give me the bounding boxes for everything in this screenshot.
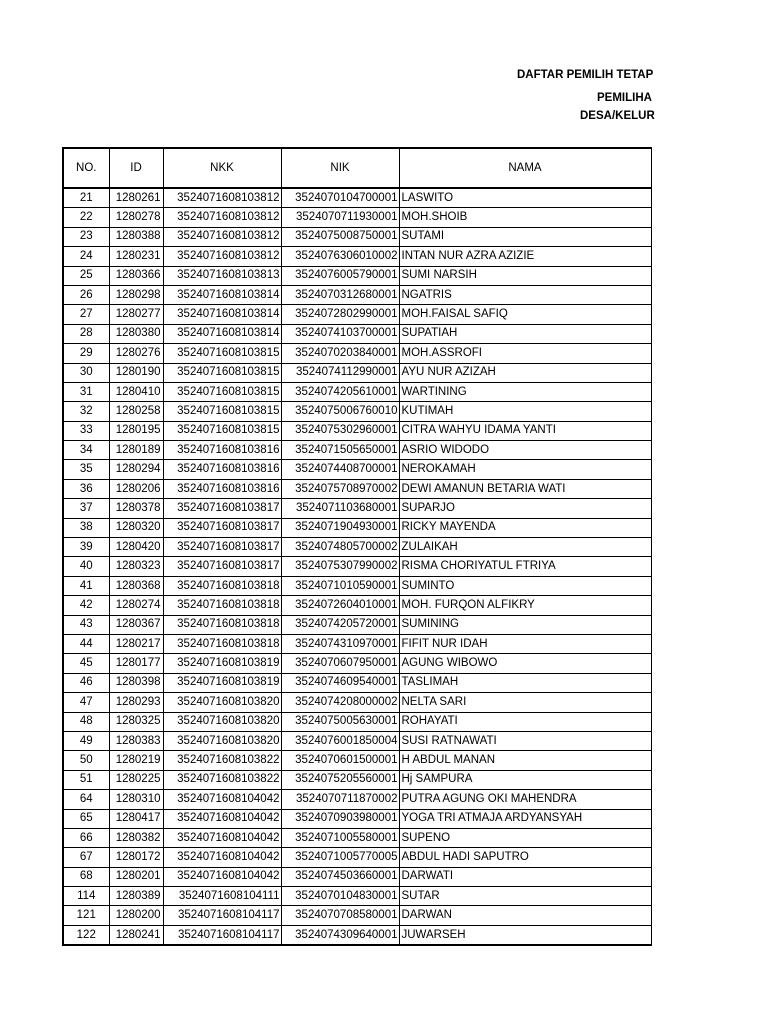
cell-nama: SUMINING [399,615,651,634]
table-row [63,305,651,324]
cell-nama: DEWI AMANUN BETARIA WATI [399,479,651,498]
cell-no: 23 [63,227,109,246]
cell-nama: FIFIT NUR IDAH [399,634,651,653]
cell-no: 48 [63,712,109,731]
cell-nik: 3524070104700001 [281,188,399,208]
cell-nama: MOH.FAISAL SAFIQ [399,305,651,324]
cell-nkk: 3524071608104117 [163,906,281,925]
cell-nkk: 3524071608104042 [163,828,281,847]
cell-id: 1280258 [109,402,163,421]
cell-nkk: 3524071608103818 [163,576,281,595]
cell-nkk: 3524071608104042 [163,848,281,867]
cell-no: 28 [63,324,109,343]
cell-no: 36 [63,479,109,498]
cell-nik: 3524071005580001 [281,828,399,847]
cell-nama: MOH.SHOIB [399,208,651,227]
cell-nama: CITRA WAHYU IDAMA YANTI [399,421,651,440]
cell-id: 1280261 [109,188,163,208]
table-row [63,693,651,712]
table-row [63,634,651,653]
cell-nik: 3524071005770005 [281,848,399,867]
cell-id: 1280225 [109,770,163,789]
cell-nik: 3524076005790001 [281,266,399,285]
cell-nik: 3524070312680001 [281,285,399,304]
cell-nkk: 3524071608103815 [163,402,281,421]
cell-nama: JUWARSEH [399,925,651,945]
cell-nama: SUPENO [399,828,651,847]
cell-id: 1280293 [109,693,163,712]
cell-id: 1280388 [109,227,163,246]
cell-no: 68 [63,867,109,886]
cell-id: 1280189 [109,441,163,460]
cell-id: 1280241 [109,925,163,945]
cell-id: 1280368 [109,576,163,595]
cell-nama: ASRIO WIDODO [399,441,651,460]
table-row [63,809,651,828]
cell-nkk: 3524071608104042 [163,867,281,886]
cell-id: 1280217 [109,634,163,653]
cell-nama: DARWATI [399,867,651,886]
cell-nik: 3524070711930001 [281,208,399,227]
cell-no: 35 [63,460,109,479]
table-row [63,887,651,906]
cell-nama: KUTIMAH [399,402,651,421]
cell-id: 1280320 [109,518,163,537]
cell-no: 38 [63,518,109,537]
cell-nik: 3524074103700001 [281,324,399,343]
cell-nkk: 3524071608103816 [163,441,281,460]
cell-no: 42 [63,596,109,615]
voter-table [62,147,652,946]
cell-no: 40 [63,557,109,576]
cell-nkk: 3524071608103816 [163,460,281,479]
cell-nama: YOGA TRI ATMAJA ARDYANSYAH [399,809,651,828]
cell-nik: 3524071505650001 [281,441,399,460]
column-header-nik: NIK [281,148,399,188]
cell-nkk: 3524071608103814 [163,324,281,343]
cell-nama: Hj SAMPURA [399,770,651,789]
cell-nama: MOH. FURQON ALFIKRY [399,596,651,615]
cell-nkk: 3524071608103815 [163,363,281,382]
cell-nama: SUSI RATNAWATI [399,731,651,750]
cell-nkk: 3524071608103814 [163,305,281,324]
cell-no: 34 [63,441,109,460]
cell-nik: 3524074208000002 [281,693,399,712]
table-row [63,867,651,886]
cell-nik: 3524071904930001 [281,518,399,537]
table-row [63,479,651,498]
cell-id: 1280274 [109,596,163,615]
cell-nkk: 3524071608103818 [163,596,281,615]
cell-id: 1280206 [109,479,163,498]
table-row [63,770,651,789]
table-header-row [63,148,651,188]
cell-id: 1280382 [109,828,163,847]
cell-no: 51 [63,770,109,789]
cell-nama: RICKY MAYENDA [399,518,651,537]
cell-nkk: 3524071608104042 [163,809,281,828]
column-header-nkk: NKK [163,148,281,188]
cell-nik: 3524075205560001 [281,770,399,789]
cell-nik: 3524075302960001 [281,421,399,440]
cell-nama: INTAN NUR AZRA AZIZIE [399,247,651,266]
table-row [63,382,651,401]
table-row [63,673,651,692]
table-row [63,518,651,537]
cell-nama: NGATRIS [399,285,651,304]
table-row [63,557,651,576]
cell-nik: 3524074112990001 [281,363,399,382]
cell-no: 25 [63,266,109,285]
cell-nama: RISMA CHORIYATUL FTRIYA [399,557,651,576]
cell-nik: 3524070601500001 [281,751,399,770]
cell-no: 46 [63,673,109,692]
cell-nama: PUTRA AGUNG OKI MAHENDRA [399,790,651,809]
cell-nik: 3524070711870002 [281,790,399,809]
table-row [63,731,651,750]
cell-nik: 3524070708580001 [281,906,399,925]
cell-nkk: 3524071608103818 [163,634,281,653]
cell-nkk: 3524071608103815 [163,382,281,401]
cell-no: 47 [63,693,109,712]
cell-nkk: 3524071608103819 [163,654,281,673]
cell-no: 122 [63,925,109,945]
table-row [63,596,651,615]
cell-id: 1280383 [109,731,163,750]
cell-nama: LASWITO [399,188,651,208]
cell-id: 1280201 [109,867,163,886]
cell-no: 24 [63,247,109,266]
cell-id: 1280298 [109,285,163,304]
table-row [63,188,651,208]
cell-no: 45 [63,654,109,673]
cell-nama: SUMINTO [399,576,651,595]
cell-nik: 3524072802990001 [281,305,399,324]
cell-nkk: 3524071608103817 [163,499,281,518]
cell-nkk: 3524071608103812 [163,188,281,208]
document-location: DESA/KELUR [580,110,655,122]
cell-id: 1280389 [109,887,163,906]
cell-nkk: 3524071608104117 [163,925,281,945]
table-row [63,712,651,731]
cell-id: 1280177 [109,654,163,673]
cell-no: 30 [63,363,109,382]
cell-id: 1280367 [109,615,163,634]
cell-nkk: 3524071608103817 [163,538,281,557]
cell-nama: TASLIMAH [399,673,651,692]
cell-id: 1280277 [109,305,163,324]
cell-nama: ABDUL HADI SAPUTRO [399,848,651,867]
cell-nama: WARTINING [399,382,651,401]
cell-id: 1280310 [109,790,163,809]
cell-no: 29 [63,344,109,363]
cell-no: 49 [63,731,109,750]
cell-nik: 3524075005630001 [281,712,399,731]
cell-nkk: 3524071608103817 [163,557,281,576]
cell-nkk: 3524071608104111 [163,887,281,906]
cell-nkk: 3524071608103820 [163,693,281,712]
cell-nkk: 3524071608103822 [163,770,281,789]
cell-nik: 3524074310970001 [281,634,399,653]
cell-nama: SUTAR [399,887,651,906]
table-row [63,615,651,634]
cell-nik: 3524074805700002 [281,538,399,557]
cell-id: 1280294 [109,460,163,479]
table-row [63,208,651,227]
cell-no: 44 [63,634,109,653]
cell-id: 1280410 [109,382,163,401]
cell-nik: 3524075006760010 [281,402,399,421]
cell-no: 121 [63,906,109,925]
cell-no: 26 [63,285,109,304]
table-row [63,576,651,595]
cell-nkk: 3524071608103820 [163,731,281,750]
cell-nik: 3524074205610001 [281,382,399,401]
cell-nik: 3524075708970002 [281,479,399,498]
cell-nama: SUMI NARSIH [399,266,651,285]
cell-nik: 3524076001850004 [281,731,399,750]
cell-nkk: 3524071608103822 [163,751,281,770]
cell-nik: 3524075008750001 [281,227,399,246]
cell-no: 27 [63,305,109,324]
cell-no: 39 [63,538,109,557]
cell-nama: ZULAIKAH [399,538,651,557]
cell-nkk: 3524071608103815 [163,344,281,363]
cell-id: 1280200 [109,906,163,925]
cell-nik: 3524072604010001 [281,596,399,615]
cell-nik: 3524074205720001 [281,615,399,634]
cell-nama: DARWAN [399,906,651,925]
table-row [63,227,651,246]
table-row [63,247,651,266]
cell-nama: AYU NUR AZIZAH [399,363,651,382]
cell-nik: 3524070903980001 [281,809,399,828]
cell-no: 37 [63,499,109,518]
cell-nik: 3524076306010002 [281,247,399,266]
table-row [63,363,651,382]
cell-no: 67 [63,848,109,867]
cell-no: 66 [63,828,109,847]
table-row [63,344,651,363]
cell-no: 65 [63,809,109,828]
cell-nama: SUTAMI [399,227,651,246]
table-row [63,324,651,343]
cell-id: 1280398 [109,673,163,692]
cell-nik: 3524074309640001 [281,925,399,945]
cell-nkk: 3524071608103813 [163,266,281,285]
table-row [63,654,651,673]
table-row [63,828,651,847]
table-row [63,402,651,421]
cell-no: 41 [63,576,109,595]
cell-id: 1280325 [109,712,163,731]
cell-nama: NEROKAMAH [399,460,651,479]
cell-no: 50 [63,751,109,770]
cell-nama: MOH.ASSROFI [399,344,651,363]
table-row [63,421,651,440]
cell-nama: AGUNG WIBOWO [399,654,651,673]
cell-nkk: 3524071608103817 [163,518,281,537]
cell-nkk: 3524071608103815 [163,421,281,440]
table-row [63,266,651,285]
cell-nkk: 3524071608103812 [163,247,281,266]
cell-id: 1280323 [109,557,163,576]
table-row [63,751,651,770]
column-header-no: NO. [63,148,109,188]
table-row [63,790,651,809]
cell-no: 64 [63,790,109,809]
cell-nik: 3524070203840001 [281,344,399,363]
cell-nkk: 3524071608103818 [163,615,281,634]
cell-nik: 3524070104830001 [281,887,399,906]
cell-no: 31 [63,382,109,401]
cell-nama: H ABDUL MANAN [399,751,651,770]
table-row [63,460,651,479]
cell-id: 1280378 [109,499,163,518]
cell-no: 21 [63,188,109,208]
cell-nik: 3524071010590001 [281,576,399,595]
cell-id: 1280380 [109,324,163,343]
cell-id: 1280366 [109,266,163,285]
cell-id: 1280172 [109,848,163,867]
table-row [63,441,651,460]
cell-id: 1280195 [109,421,163,440]
cell-no: 114 [63,887,109,906]
table-row [63,285,651,304]
cell-nama: SUPARJO [399,499,651,518]
cell-nama: ROHAYATI [399,712,651,731]
cell-no: 32 [63,402,109,421]
cell-id: 1280190 [109,363,163,382]
table-row [63,925,651,945]
cell-nama: NELTA SARI [399,693,651,712]
table-row [63,538,651,557]
document-subtitle: PEMILIHA [597,92,652,104]
cell-id: 1280420 [109,538,163,557]
cell-nik: 3524071103680001 [281,499,399,518]
cell-nik: 3524075307990002 [281,557,399,576]
cell-nkk: 3524071608103819 [163,673,281,692]
cell-nkk: 3524071608103812 [163,227,281,246]
cell-nama: SUPATIAH [399,324,651,343]
cell-nik: 3524074503660001 [281,867,399,886]
cell-nik: 3524074408700001 [281,460,399,479]
table-row [63,499,651,518]
table-body [63,188,651,945]
cell-no: 43 [63,615,109,634]
column-header-nama: NAMA [399,148,651,188]
cell-id: 1280278 [109,208,163,227]
cell-nkk: 3524071608103814 [163,285,281,304]
cell-nkk: 3524071608104042 [163,790,281,809]
table-row [63,906,651,925]
cell-nkk: 3524071608103812 [163,208,281,227]
cell-nik: 3524070607950001 [281,654,399,673]
document-title: DAFTAR PEMILIH TETAP [517,69,654,81]
cell-no: 33 [63,421,109,440]
cell-id: 1280276 [109,344,163,363]
cell-nkk: 3524071608103820 [163,712,281,731]
cell-id: 1280231 [109,247,163,266]
cell-id: 1280219 [109,751,163,770]
cell-no: 22 [63,208,109,227]
column-header-id: ID [109,148,163,188]
cell-id: 1280417 [109,809,163,828]
cell-nkk: 3524071608103816 [163,479,281,498]
cell-nik: 3524074609540001 [281,673,399,692]
table-row [63,848,651,867]
